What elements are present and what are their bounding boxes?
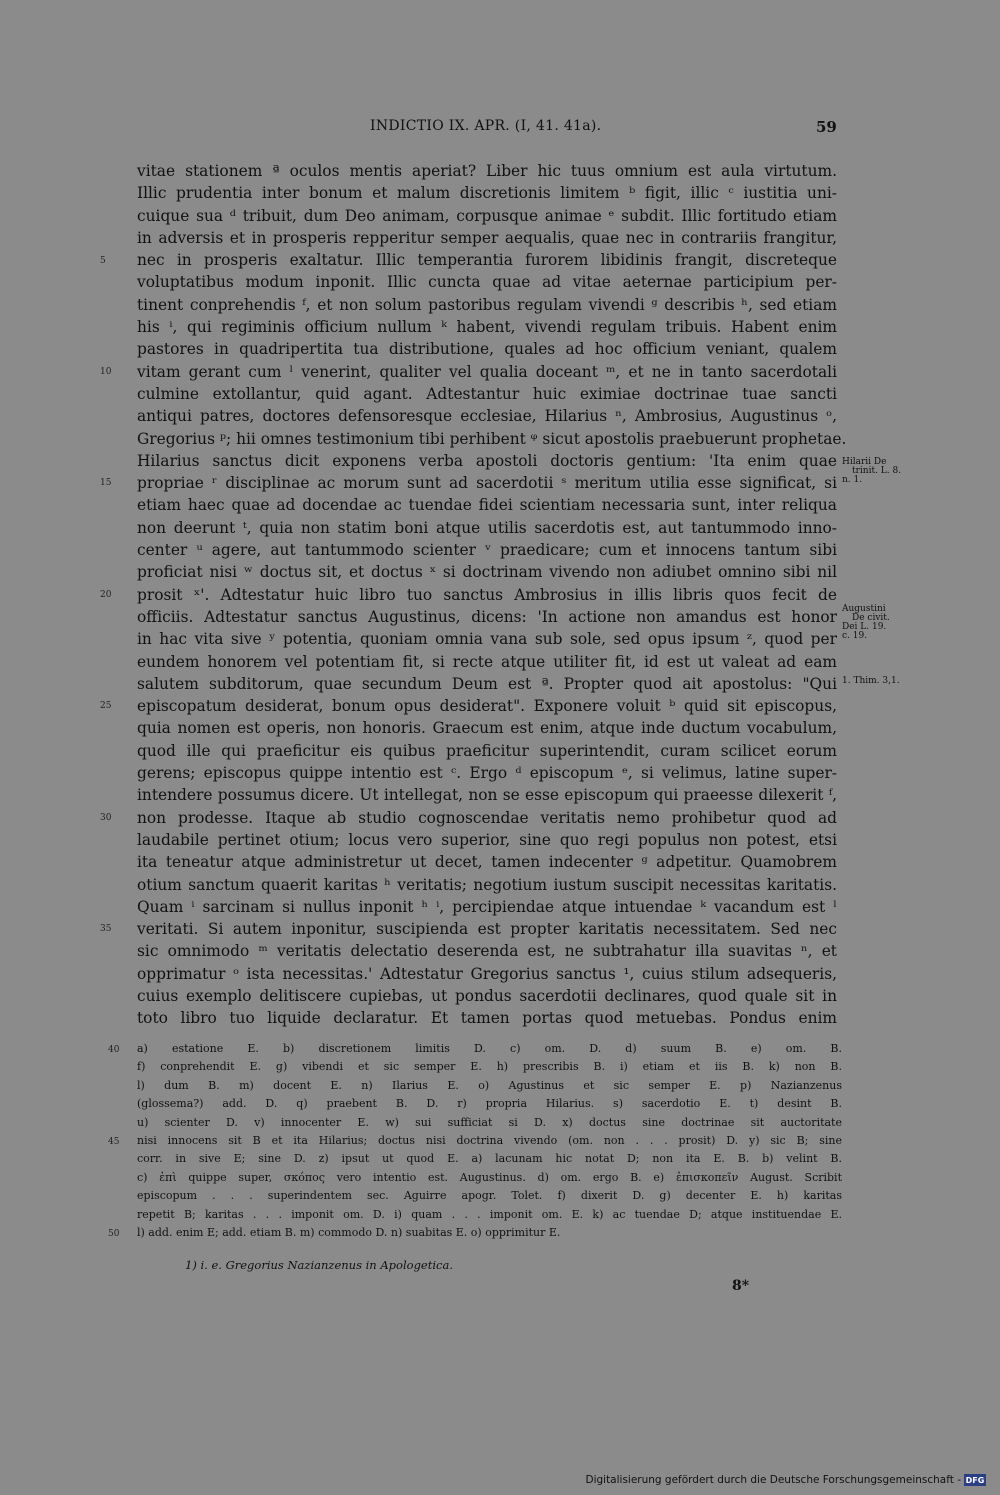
text-line: Quam ⁱ sarcinam si nullus inponit ʰ ⁱ, percipiendae atque intuendae ᵏ vacandum est ˡ	[137, 897, 837, 916]
text-line: toto libro tuo liquide declaratur. Et tamen portas quod metuebas. Pondus enim	[137, 1009, 837, 1028]
apparatus-line: c) ἐπὶ quippe super, σκόπος vero intentio est. Augustinus. d) om. ergo B. e) ἐπισκοπεῖν August. Scribit	[137, 1170, 842, 1184]
text-line: antiqui patres, doctores defensoresque ecclesiae, Hilarius ⁿ, Ambrosius, Augustinus ᵒ,	[137, 407, 837, 426]
apparatus-line: (glossema?) add. D. q) praebent B. D. r) propria Hilarius. s) sacerdotio E. t) desint B.	[137, 1097, 842, 1111]
text-line: non prodesse. Itaque ab studio cognoscendae veritatis nemo prohibetur quod ad	[137, 808, 837, 827]
margin-citation: 1. Thim. 3,1.	[842, 676, 900, 686]
text-line: proficiat nisi ʷ doctus sit, et doctus ˣ si doctrinam vivendo non adiubet omnino sibi nil	[137, 563, 837, 582]
text-line: ita teneatur atque administretur ut decet, tamen indecenter ᵍ adpetitur. Quamobrem	[137, 853, 837, 872]
line-number: 10	[100, 367, 112, 377]
apparatus-line: u) scienter D. v) innocenter E. w) sui sufficiat si D. x) doctus sine doctrinae sit auctoritate	[137, 1115, 842, 1129]
text-line: nec in prosperis exaltatur. Illic temperantia furorem libidinis frangit, discreteque	[137, 251, 837, 270]
line-number: 5	[100, 256, 106, 266]
apparatus-line: f) conprehendit E. g) vibendi et sic semper E. h) prescribis B. i) etiam et iis B. k) non B.	[137, 1060, 842, 1074]
text-line: in hac vita sive ʸ potentia, quoniam omnia vana sub sole, sed opus ipsum ᶻ, quod per	[137, 630, 837, 649]
text-line: prosit ˣ'. Adtestatur huic libro tuo sanctus Ambrosius in illis libris quos fecit de	[137, 585, 837, 604]
text-line: laudabile pertinet otium; locus vero superior, sine quo regi populus non potest, etsi	[137, 830, 837, 849]
apparatus-line: corr. in sive E; sine D. z) ipsut ut quod E. a) lacunam hic notat D; non ita E. B. b) velint B.	[137, 1152, 842, 1166]
line-number: 15	[100, 478, 112, 488]
line-number: 35	[100, 924, 112, 934]
apparatus-line: nisi innocens sit B et ita Hilarius; doctus nisi doctrina vivendo (om. non . . . prosit) D. y) sic B; sine	[137, 1133, 842, 1147]
digitization-credit: Digitalisierung gefördert durch die Deutsche Forschungsgemeinschaft -	[585, 1474, 961, 1486]
main-text	[137, 160, 847, 1030]
text-line: etiam haec quae ad docendae ac tuendae fidei scientiam necessaria sunt, inter reliqua	[137, 496, 837, 515]
critical-apparatus	[137, 1040, 842, 1242]
page-number: 59	[816, 118, 837, 136]
text-line: non deerunt ᵗ, quia non statim boni atque utilis sacerdotis est, aut tantummodo inno-	[137, 518, 837, 537]
text-line: voluptatibus modum inponit. Illic cuncta quae ad vitae aeternae participium per-	[137, 273, 837, 292]
text-line: vitae stationem ª oculos mentis aperiat? Liber hic tuus omnium est aula virtutum.	[137, 162, 837, 180]
text-line: gerens; episcopus quippe intentio est ᶜ. Ergo ᵈ episcopum ᵉ, si velimus, latine super-	[137, 764, 837, 783]
text-line: quia nomen est operis, non honoris. Graecum est enim, atque inde ductum vocabulum,	[137, 719, 837, 738]
text-line: cuius exemplo delitiscere cupiebas, ut pondus sacerdotii declinares, quod quale sit in	[137, 986, 837, 1005]
text-line: otium sanctum quaerit karitas ʰ veritatis; negotium iustum suscipit necessitas karitatis.	[137, 875, 837, 894]
text-line: veritati. Si autem inponitur, suscipienda est propter karitatis necessitatem. Sed nec	[137, 920, 837, 939]
running-title: INDICTIO IX. APR. (I, 41. 41a).	[370, 118, 602, 134]
text-line: intendere possumus dicere. Ut intellegat, non se esse episcopum qui praeesse dilexerit ᶠ,	[137, 786, 837, 805]
text-line: culmine extollantur, quid agant. Adtestantur huic eximiae doctrinae tuae sancti	[137, 384, 837, 403]
line-number: 20	[100, 590, 112, 600]
text-line: episcopatum desiderat, bonum opus desiderat". Exponere voluit ᵇ quid sit episcopus,	[137, 697, 837, 716]
line-number: 30	[100, 813, 112, 823]
text-line: pastores in quadripertita tua distributione, quales ad hoc officium veniant, qualem	[137, 340, 837, 359]
running-header	[0, 118, 1000, 138]
apparatus-line: l) dum B. m) docent E. n) Ilarius E. o) Agustinus et sic semper E. p) Nazianzenus	[137, 1078, 842, 1092]
apparatus-line: a) estatione E. b) discretionem limitis D. c) om. D. d) suum B. e) om. B.	[137, 1042, 842, 1055]
margin-citation: Hilarii De trinit. L. 8. n. 1.	[842, 457, 902, 485]
text-line: tinent conprehendis ᶠ, et non solum pastoribus regulam vivendi ᵍ describis ʰ, sed etiam	[137, 295, 837, 314]
text-line: propriae ʳ disciplinae ac morum sunt ad sacerdotii ˢ meritum utilia esse significat, si	[137, 474, 837, 493]
digitization-credit-bar	[585, 1473, 986, 1487]
apparatus-line: l) add. enim E; add. etiam B. m) commodo D. n) suabitas E. o) opprimitur E.	[137, 1225, 561, 1239]
text-line: vitam gerant cum ˡ venerint, qualiter vel qualia doceant ᵐ, et ne in tanto sacerdotali	[137, 362, 837, 381]
text-line: his ⁱ, qui regiminis officium nullum ᵏ habent, vivendi regulam tribuis. Habent enim	[137, 318, 837, 337]
apparatus-line: repetit B; karitas . . . imponit om. D. i) quam . . . imponit om. E. k) ac tuendae D; atque instituendae E.	[137, 1207, 842, 1221]
text-line: salutem subditorum, quae secundum Deum est ª. Propter quod ait apostolus: "Qui	[137, 674, 837, 693]
text-line: quod ille qui praeficitur eis quibus praeficitur superintendit, curam scilicet eorum	[137, 741, 837, 760]
text-line: cuique sua ᵈ tribuit, dum Deo animam, corpusque animae ᵉ subdit. Illic fortitudo etiam	[137, 206, 837, 225]
line-number: 25	[100, 701, 112, 711]
text-line: Gregorius ᵖ; hii omnes testimonium tibi perhibent ᵠ sicut apostolis praebuerunt prophetae.	[137, 429, 847, 448]
apparatus-line-number: 40	[108, 1045, 120, 1055]
text-line: officiis. Adtestatur sanctus Augustinus, dicens: 'In actione non amandus est honor	[137, 607, 837, 626]
text-line: sic omnimodo ᵐ veritatis delectatio deserenda est, ne subtrahatur illa suavitas ⁿ, et	[137, 942, 837, 961]
margin-citation: Augustini De civit. Dei L. 19. c. 19.	[842, 604, 890, 641]
text-line: center ᵘ agere, aut tantummodo scienter ᵛ praedicare; cum et innocens tantum sibi	[137, 541, 837, 560]
footnote: 1) i. e. Gregorius Nazianzenus in Apologetica.	[185, 1258, 453, 1272]
apparatus-line-number: 45	[108, 1137, 120, 1147]
sheet-signature: 8*	[732, 1278, 750, 1294]
text-line: opprimatur ᵒ ista necessitas.' Adtestatur Gregorius sanctus ¹, cuius stilum adsequeris,	[137, 964, 837, 983]
text-line: in adversis et in prosperis repperitur semper aequalis, quae nec in contrariis frangitur,	[137, 228, 837, 247]
dfg-logo: DFG	[965, 1475, 985, 1485]
text-line: eundem honorem vel potentiam fit, si recte atque utiliter fit, id est ut valeat ad eam	[137, 652, 837, 671]
text-line: Hilarius sanctus dicit exponens verba apostoli doctoris gentium: 'Ita enim quae	[137, 451, 837, 470]
apparatus-line-number: 50	[108, 1229, 120, 1239]
text-line: Illic prudentia inter bonum et malum discretionis limitem ᵇ figit, illic ᶜ iustitia uni-	[137, 184, 837, 203]
apparatus-line: episcopum . . . superindentem sec. Aguirre apogr. Tolet. f) dixerit D. g) decenter E. h) karitas	[137, 1189, 842, 1203]
